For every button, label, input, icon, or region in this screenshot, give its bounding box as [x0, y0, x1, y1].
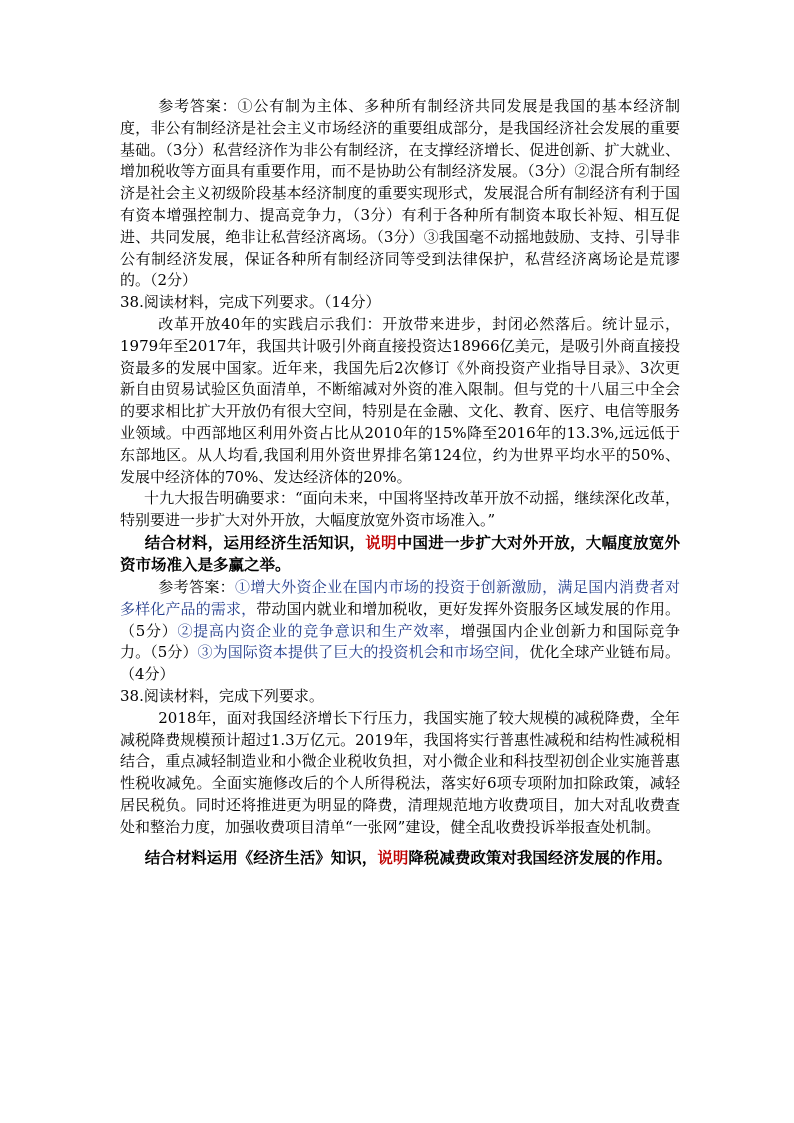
task-instruction	[120, 532, 680, 577]
task-pre: 结合材料，运用经济生活知识，	[144, 532, 366, 552]
answer-point-3-rest: 优化全球产业链布局。（4分）	[120, 643, 680, 684]
task-post: 中国进一步扩大对外开放，大幅度放宽外资市场准入是多赢之举。	[120, 532, 680, 575]
task-instruction	[120, 847, 680, 870]
material-paragraph: 2018年，面对我国经济增长下行压力，我国实施了较大规模的减税降费，全年减税降费规模预计超过1.3万亿元。2019年，我国将实行普惠性减税和结构性减税相结合，重点减轻制造业和小微企业税收负担，对小微企业和科技型初创企业实施普惠性税收减免。全面实施修改后的个人所得税法，落实好6项专项附加扣除政策，减轻居民税负。同时还将推进更为明显的降费，清理规范地方收费项目，加大对乱收费查处和整治力度，加强收费项目清单“一张网”建设，健全乱收费投诉举报查处机制。	[120, 708, 680, 836]
answer-label: 参考答案：	[158, 97, 238, 115]
question-heading: 38.阅读材料，完成下列要求。	[120, 686, 324, 705]
material-paragraph: 改革开放40年的实践启示我们：开放带来进步，封闭必然落后。统计显示，1979年至2017年，我国共计吸引外商直接投资达18966亿美元，是吸引外商直接投资最多的发展中国家。近年来，我国先后2次修订《外商投资产业指导目录》、3次更新自由贸易试验区负面清单，不断缩减对外资的准入限制。但与党的十八届三中全会的要求相比扩大开放仍有很大空间，特别是在金融、文化、教育、医疗、电信等服务业领域。中西部地区利用外资占比从2010年的15%降至2016年的13.3%,远远低于东部地区。从人均看,我国利用外资世界排名第124位，约为世界平均水平的50%、发展中经济体的70%、发达经济体的20%。	[120, 314, 680, 486]
task-post: 降税减费政策对我国经济发展的作用。	[408, 847, 672, 867]
document-page	[120, 96, 680, 869]
answer-paragraph-2	[120, 577, 680, 686]
question-heading: 38.阅读材料，完成下列要求。（14分）	[120, 293, 381, 312]
answer-point-1: ①增大外资企业在国内市场的投资于创新激励，满足国内消费者对多样化产品的需求，	[120, 577, 680, 618]
answer-paragraph-1	[120, 96, 680, 292]
task-pre: 结合材料运用《经济生活》知识，	[144, 847, 378, 867]
material-quote-paragraph: 十九大报告明确要求：“面向未来，中国将坚持改革开放不动摇，继续深化改革，特别要进一步扩大对外开放，大幅度放宽外资市场准入。”	[120, 489, 680, 530]
answer-point-2: ②提高内资企业的竞争意识和生产效率，	[177, 621, 461, 640]
task-keyword: 说明	[377, 847, 409, 867]
answer-text: ①公有制为主体、多种所有制经济共同发展是我国的基本经济制度，非公有制经济是社会主义市场经济的重要组成部分，是我国经济社会发展的重要基础。（3分）私营经济作为非公有制经济，在支撑经济增长、促进创新、扩大就业、增加税收等方面具有重要作用，而不是协助公有制经济发展。（3分）②混合所有制经济是社会主义初级阶段基本经济制度的重要实现形式，发展混合所有制经济有利于国有资本增强控制力、提高竞争力，（3分）有利于各种所有制资本取长补短、相互促进、共同发展，绝非让私营经济离场。（3分）③我国毫不动摇地鼓励、支持、引导非公有制经济发展，保证各种所有制经济同等受到法律保护，私营经济离场论是荒谬的。（2分）	[120, 97, 680, 290]
answer-label: 参考答案：	[158, 577, 236, 596]
answer-point-2-rest: 增强国内企业创新力和国际竞争力。（5分）	[120, 621, 680, 662]
answer-point-3: ③为国际资本提供了巨大的投资机会和市场空间，	[197, 643, 530, 662]
answer-point-1-rest: 带动国内就业和增加税收，更好发挥外资服务区域发展的作用。（5分）	[120, 599, 680, 640]
task-keyword: 说明	[365, 532, 397, 552]
